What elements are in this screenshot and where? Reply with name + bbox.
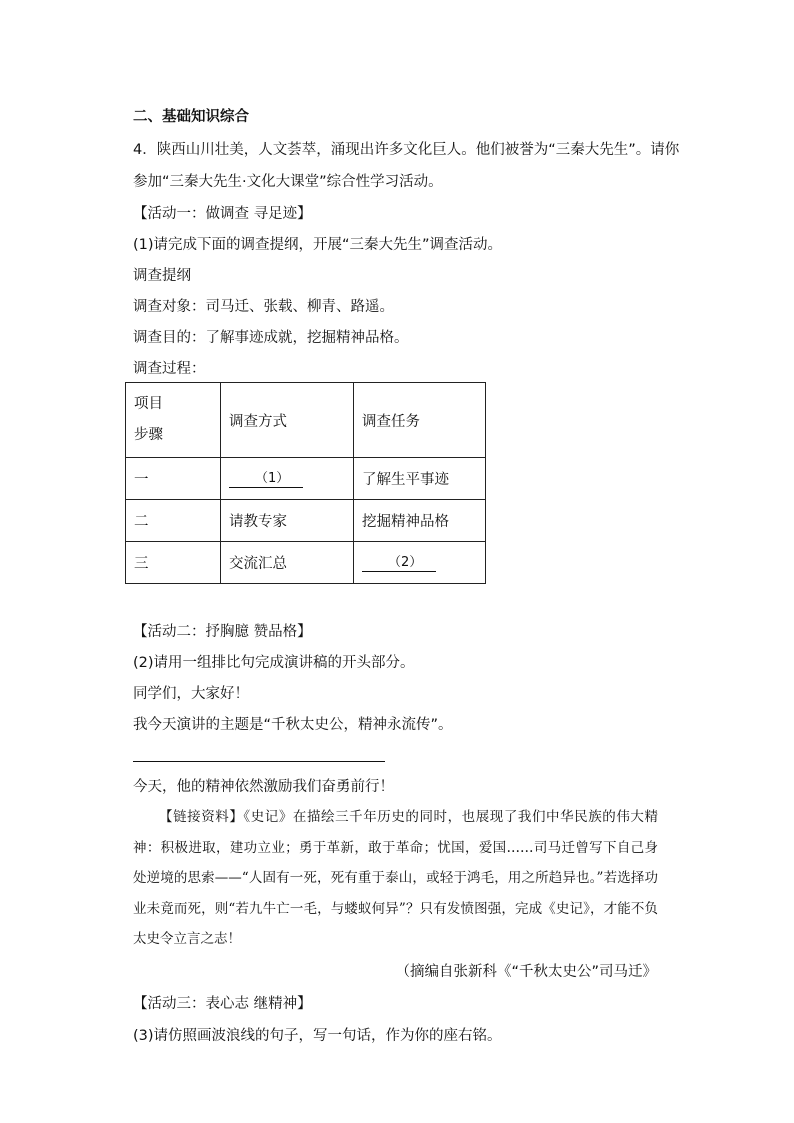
- activity1-title: 【活动一：做调查 寻足迹】: [133, 206, 312, 222]
- header-method: 调查方式: [221, 383, 354, 458]
- header-item: 项目: [134, 396, 163, 412]
- answer-line[interactable]: [133, 761, 385, 762]
- answer-blank-1[interactable]: （1）: [229, 470, 303, 488]
- speech-closing: 今天，他的精神依然激励我们奋勇前行！: [133, 779, 394, 795]
- activity3-instruction: (3)请仿照画波浪线的句子，写一句话，作为你的座右铭。: [133, 1028, 502, 1044]
- row-task: 挖掘精神品格: [354, 500, 486, 542]
- survey-target: 调查对象：司马迁、张载、柳青、路遥。: [133, 299, 394, 315]
- question-line-2: 参加“三秦大先生·文化大课堂”综合性学习活动。: [133, 174, 443, 190]
- row-step: 二: [126, 500, 221, 542]
- row-step: 三: [126, 542, 221, 584]
- row-method: 交流汇总: [221, 542, 354, 584]
- speech-greeting: 同学们，大家好！: [133, 686, 249, 702]
- row-task: 了解生平事迹: [354, 458, 486, 500]
- table-row: [126, 458, 486, 500]
- speech-topic: 我今天演讲的主题是“千秋太史公，精神永流传”。: [133, 717, 453, 733]
- activity1-instruction: (1)请完成下面的调查提纲，开展“三秦大先生”调查活动。: [133, 237, 503, 253]
- activity2-title: 【活动二：抒胸臆 赞品格】: [133, 624, 312, 640]
- answer-blank-2[interactable]: （2）: [362, 554, 436, 572]
- activity3-title: 【活动三：表心志 继精神】: [133, 996, 312, 1012]
- row-method: [221, 458, 354, 500]
- question-line-1: 4．陕西山川壮美，人文荟萃，涌现出许多文化巨人。他们被誉为“三秦大先生”。请你: [133, 142, 680, 158]
- table-row: [126, 500, 486, 542]
- row-step: 一: [126, 458, 221, 500]
- header-task: 调查任务: [354, 383, 486, 458]
- source-citation: （摘编自张新科《“千秋太史公”司马迁》: [395, 964, 657, 980]
- survey-table: [125, 382, 486, 584]
- section-heading: 二、基础知识综合: [133, 109, 249, 125]
- survey-process: 调查过程：: [133, 361, 206, 377]
- header-step: 步骤: [134, 427, 163, 443]
- header-item-step: [126, 383, 221, 458]
- table-row: [126, 542, 486, 584]
- survey-purpose: 调查目的：了解事迹成就，挖掘精神品格。: [133, 330, 409, 346]
- activity2-instruction: (2)请用一组排比句完成演讲稿的开头部分。: [133, 655, 415, 671]
- row-method: 请教专家: [221, 500, 354, 542]
- outline-title: 调查提纲: [133, 268, 191, 284]
- row-task: [354, 542, 486, 584]
- link-material: 【链接资料】《史记》在描绘三千年历史的同时，也展现了我们中华民族的伟大精神：积极进取，建功立业；勇于革新，敢于革命；忧国，爱国……司马迁曾写下自己身处逆境的思索——“人固有一死，死有重于泰山，或轻于鸿毛，用之所趋异也。”若选择功业未竟而死，则“若九牛亡一毛，与蝼蚁何异”？只有发愤图强，完成《史记》，才能不负太史令立言之志！: [133, 809, 658, 947]
- table-header-row: [126, 383, 486, 458]
